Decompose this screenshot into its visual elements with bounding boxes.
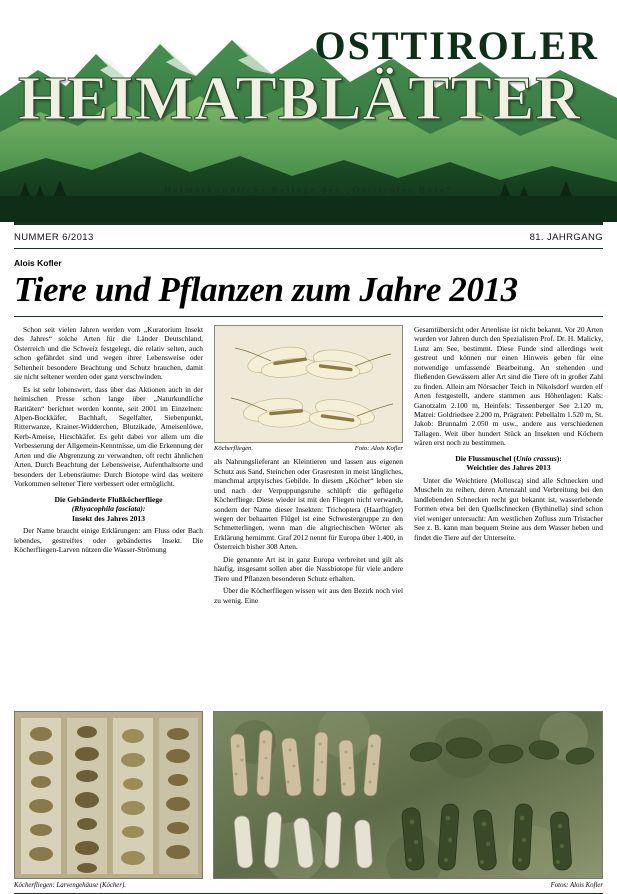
article-columns	[14, 325, 603, 705]
column-1	[14, 325, 203, 705]
column-2	[214, 325, 403, 705]
larval-cases-grid-illustration-icon	[15, 712, 203, 879]
subheading-line-2: Weichtier des Jahres 2013	[466, 463, 551, 473]
subheading-insect-of-year	[14, 495, 203, 523]
masthead-title-top: OSTTIROLER	[314, 23, 599, 68]
caddisfly-cases-specimens-illustration-icon	[214, 712, 603, 879]
caption-text-left: Köcherfliegen: Larvengehäuse (Köcher).	[14, 881, 126, 889]
subheading-latin-name: (Rhyacophila fasciata):	[71, 504, 146, 514]
article-author: Alois Kofler	[14, 258, 62, 268]
issue-bar	[14, 225, 603, 248]
headline-divider	[14, 316, 603, 317]
caddisfly-photo-illustration-icon	[215, 326, 403, 443]
paragraph: Der Name braucht einige Erklärungen: am Fluss oder Bach lebendes, gestreiftes oder gebändertes Insekt. Die Köcherfliegen-Larven nützen die Wasser-Strömung	[14, 526, 203, 555]
subheading-line-1: Die Flussmuschel (	[455, 453, 516, 463]
paragraph: Es ist sehr lohenswert, dass über das Aktionen auch in der heimischen Presse schon lange über „Naturkundliche Raritäten“ berichtet werden konnte, seit 2001 im Einzelnen: Alpen-Bockkäfer, Bachhaft, Segelfalter, Siebenpunkt, Ritterwanze, Krainer-Widderchen, Blutzikade, Ameisenlöwe, Kerb-Ameise, Hirschkäfer. Es geht dabei vor allem um die Verbesserung der Allgemein-Kenntnisse, um die Erkennung der Arten und die Abgrenzung zu verwandten, oft recht ähnlichen Arten. Durch Beachtung der Lebensweise, Aufenthaltsorte und besonders der Lebensräume: Durch Biotope wird das weitere Vorkommen seltener Tiere verbessert oder ermöglicht.	[14, 384, 203, 489]
subheading-line-1: Die Gebänderte Flußköcherfliege	[54, 494, 163, 504]
bottom-photo-captions	[14, 882, 603, 889]
subheading-mollusc-of-year	[414, 454, 603, 473]
bottom-photo-row	[14, 711, 603, 879]
masthead-title-main: HEIMATBLÄTTER	[17, 65, 582, 133]
issue-divider	[14, 248, 603, 249]
masthead-titles	[0, 23, 617, 133]
masthead	[0, 0, 617, 222]
column-3	[414, 325, 603, 705]
caption-text: Köcherfliegen.	[214, 444, 254, 452]
paragraph: Die genannte Art ist in ganz Europa verbreitet und gilt als häufig, insgesamt sollen aber die Nassbiotope für viele andere Tiere und Pflanzen besonderen Schutz erhalten.	[214, 554, 403, 583]
issue-number: NUMMER 6/2013	[14, 232, 94, 243]
photo-caption-caddisflies	[214, 445, 403, 453]
photo-caddisflies	[214, 325, 403, 443]
page-title: Tiere und Pflanzen zum Jahre 2013	[14, 270, 518, 309]
paragraph: Über die Köcherfliegen wissen wir aus den Bezirk noch viel zu wenig. Eine	[214, 586, 403, 605]
photo-larval-cases-left	[14, 711, 203, 879]
volume-number: 81. JAHRGANG	[529, 232, 603, 243]
paragraph: Schon seit vielen Jahren werden vom „Kuratorium Insekt des Jahres“ solche Arten für die Länder Deutschland, Österreich und die Schweiz festgelegt, die relativ selten, auch schon gefährdet sind und wegen ihrer Lebensweise oder Seltenheit besondere Beachtung und Schutz brauchen, damit sie nicht seltener werden oder ganz verschwinden.	[14, 324, 203, 382]
paragraph: Unter die Weichtiere (Mollusca) sind alle Schnecken und Muscheln zu reihen, deren Artenzahl und Verbreitung bei den landlebenden Schnecken recht gut bekannt ist, wasserlebende Formen etwa bei den Quellschnecken (Bythinella) sind schon viel weniger untersucht: Am westlichen Zufluss zum Tristacher See z. B. kann man bequem Steine aus dem Wasser heben und findet die Tiere auf der Unterseite.	[414, 475, 603, 542]
paragraph: als Nahrungslieferant an Kleintieren und lassen aus eigenen Schutz aus Sand, Steinchen oder Grasresten in meist längliches, manchmal artptyisches Gebilde. In diesem „Köcher“ leben sie und nach der Verpuppungsruhe schlüpft die geflügelte Köcherfliege. Diese wieder ist mit den Fliegen nicht verwandt, sondern der Name dieser Insekten: Trichoptera (Haarflügler) wegen der behaarten Flügel ist eine Schwestergruppe zu den Schmetterlingen, wenn man die altgriechischen Wörter als Erklärung hernimmt. Graf 2012 nennt für Europa über 1.400, in Österreich bisher 308 Arten.	[214, 457, 403, 552]
paragraph: Gesamtübersicht oder Artenliste ist nicht bekannt. Vor 20 Arten wurden vor Jahren durch den Spezialisten Prof. Dr. H. Malicky, Lunz am See, bestimmt. Diese Funde sind allerdings weit gestreut und können nur einen Hinweis geben für eine notwendige umfassende Bearbeitung. An stehenden und fließenden Gewässern aller Art sind die Tiere oft in großer Zahl zu finden. Allein am Nörsacher Teich in Nikolsdorf wurden elf Arten festgestellt, andere stammen aus Höhenlagen: Kals: Ganotzalm 2.100 m, Heinfels: Tessenberger See 2.120 m, Matrei: Goldriedsee 2.200 m, Prägraten: Pebellalm 1.520 m, St. Jakob: Brunnalm 2.050 m usw., andere aus verschiedenen Tallagen. Weit über hundert Stück an Insekten und Köchern wären erst noch zu bestimmen.	[414, 324, 603, 448]
masthead-subtitle: Heimatkundliche Beilage des „Osttiroler Bote“	[163, 186, 454, 196]
subheading-line-1-end: ):	[556, 453, 562, 463]
subheading-latin-name: Unio crassus	[515, 453, 557, 463]
caption-credit-right: Fotos: Alois Kofler	[550, 881, 603, 889]
photo-larval-cases-right	[213, 711, 603, 879]
subheading-line-3: Insekt des Jahres 2013	[71, 513, 146, 523]
caption-credit: Foto: Alois Kofler	[354, 444, 403, 452]
